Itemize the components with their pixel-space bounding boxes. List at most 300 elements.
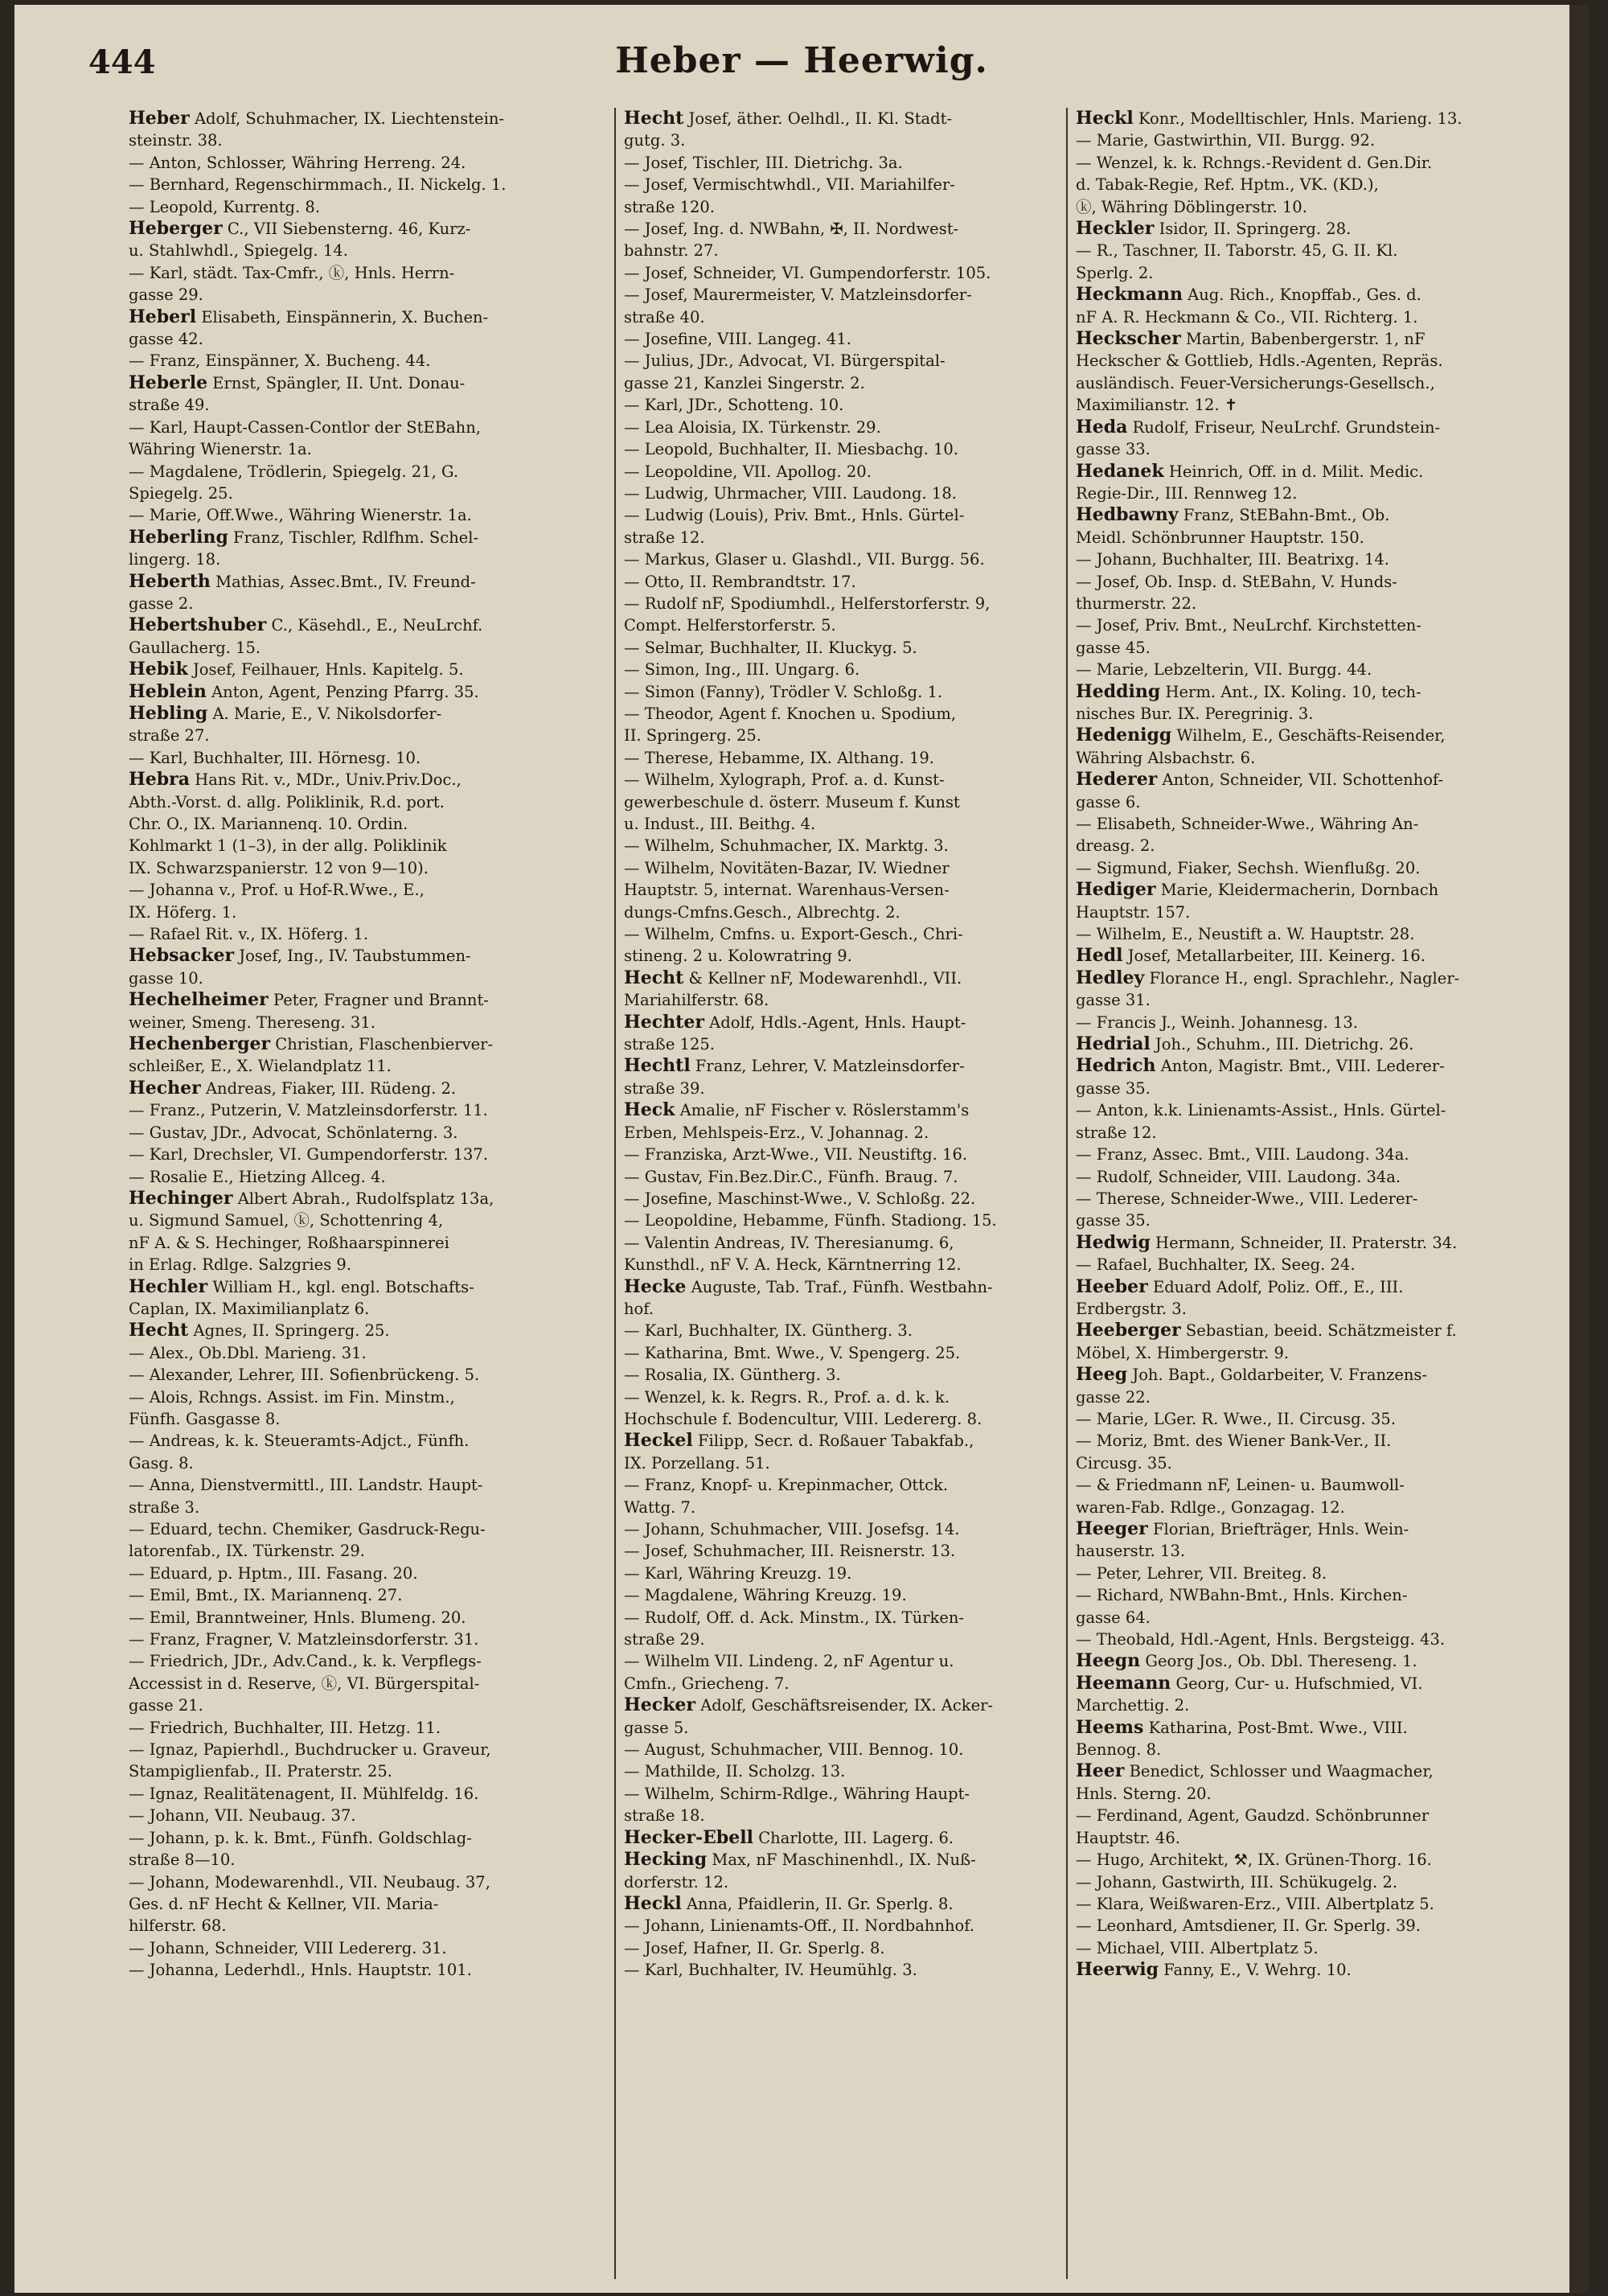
entry-text: Accessist in d. Reserve, ⓚ, VI. Bürgerspital- (129, 1674, 480, 1693)
entry-text: — Leopoldine, Hebamme, Fünfh. Stadiong. 15. (624, 1211, 997, 1230)
directory-entry (1076, 769, 1558, 791)
directory-entry (129, 417, 611, 438)
entry-text: Konr., Modelltischler, Hnls. Marieng. 13. (1133, 109, 1462, 128)
entry-text: Agnes, II. Springerg. 25. (188, 1321, 390, 1341)
entry-text: Joh. Bapt., Goldarbeiter, V. Franzens- (1127, 1366, 1428, 1385)
entry-text: Auguste, Tab. Traf., Fünfh. Westbahn- (686, 1277, 993, 1296)
directory-entry (624, 1871, 1106, 1893)
directory-entry (1076, 417, 1558, 438)
directory-entry (624, 1033, 1106, 1055)
directory-entry (624, 571, 1106, 593)
directory-entry (624, 1078, 1106, 1099)
entry-text: — Josef, Tischler, III. Dietrichg. 3a. (624, 153, 903, 172)
entry-surname: Heeber (1076, 1275, 1148, 1297)
directory-entry (129, 548, 611, 570)
entry-text: — Emil, Bmt., IX. Mariannenq. 27. (129, 1586, 403, 1605)
entry-text: Anna, Pfaidlerin, II. Gr. Sperlg. 8. (681, 1894, 954, 1913)
directory-entry (129, 461, 611, 483)
directory-entry (624, 1320, 1106, 1341)
entry-text: — Wilhelm, Cmfns. u. Export-Gesch., Chri- (624, 925, 963, 944)
column-divider (614, 108, 616, 2279)
directory-page (14, 5, 1589, 2293)
entry-surname: Hebsacker (129, 945, 235, 967)
entry-text: u. Stahlwhdl., Spiegelg. 14. (129, 241, 348, 261)
directory-entry (1076, 1430, 1558, 1452)
directory-entry (129, 571, 611, 593)
entry-text: Sperlg. 2. (1076, 263, 1154, 282)
entry-text: Franz, StEBahn-Bmt., Ob. (1178, 506, 1390, 525)
entry-text: Georg, Cur- u. Hufschmied, VI. (1171, 1674, 1423, 1693)
entry-text: — Wilhelm VII. Lindeng. 2, nF Agentur u. (624, 1652, 954, 1671)
entry-surname: Hecher (129, 1077, 201, 1099)
directory-entry (129, 1276, 611, 1298)
entry-text: straße 40. (624, 307, 705, 327)
entry-text: Marchettig. 2. (1076, 1696, 1190, 1715)
entry-text: Wattg. 7. (624, 1497, 696, 1517)
entry-surname: Hechenberger (129, 1033, 271, 1055)
directory-entry (129, 483, 611, 504)
directory-entry (624, 328, 1106, 350)
entry-text: — Johann, p. k. k. Bmt., Fünfh. Goldschlag- (129, 1828, 472, 1847)
entry-text: Caplan, IX. Maximilianplatz 6. (129, 1299, 370, 1318)
directory-entry (624, 438, 1106, 460)
entry-text: — Karl, städt. Tax-Cmfr., ⓚ, Hnls. Herrn- (129, 263, 455, 282)
directory-entry (1076, 129, 1558, 151)
directory-entry (129, 879, 611, 901)
entry-text: gasse 35. (1076, 1078, 1151, 1098)
entry-text: — Franz, Fragner, V. Matzleinsdorferstr. 31. (129, 1630, 479, 1649)
entry-text: — Johann, Schuhmacher, VIII. Josefsg. 14. (624, 1520, 960, 1538)
directory-entry (624, 372, 1106, 394)
entry-text: Regie-Dir., III. Rennweg 12. (1076, 483, 1298, 503)
directory-entry (624, 306, 1106, 328)
directory-entry (129, 328, 611, 350)
directory-entry (1076, 1122, 1558, 1144)
entry-text: — Josefine, Maschinst-Wwe., V. Schloßg. 22. (624, 1189, 976, 1208)
directory-entry (129, 1099, 611, 1121)
entry-text: II. Springerg. 25. (624, 726, 761, 745)
entry-text: Adolf, Geschäftsreisender, IX. Acker- (695, 1696, 994, 1715)
column-3 (1076, 108, 1558, 1982)
entry-text: C., Käsehdl., E., NeuLrchf. (266, 616, 483, 635)
directory-entry (624, 394, 1106, 416)
entry-text: bahnstr. 27. (624, 241, 719, 261)
entry-text: nF A. & S. Hechinger, Roßhaarspinnerei (129, 1233, 449, 1252)
entry-text: — Wilhelm, Schuhmacher, IX. Marktg. 3. (624, 836, 949, 856)
entry-text: — Alexander, Lehrer, III. Sofienbrückeng. 5. (129, 1366, 480, 1385)
entry-text: thurmerstr. 22. (1076, 594, 1197, 613)
directory-entry (624, 1937, 1106, 1959)
entry-text: — Magdalene, Trödlerin, Spiegelg. 21, G. (129, 462, 459, 481)
entry-text: — Eduard, techn. Chemiker, Gasdruck-Regu- (129, 1520, 486, 1538)
directory-entry (624, 108, 1106, 129)
entry-text: Circusg. 35. (1076, 1453, 1172, 1472)
entry-surname: Hedbawny (1076, 504, 1179, 526)
entry-text: Josef, Ing., IV. Taubstummen- (234, 947, 471, 966)
entry-text: gasse 5. (624, 1718, 689, 1737)
directory-entry (129, 372, 611, 394)
entry-text: C., VII Siebensterng. 46, Kurz- (222, 220, 471, 239)
directory-entry (129, 1320, 611, 1341)
entry-text: Josef, äther. Oelhdl., II. Kl. Stadt- (683, 109, 953, 128)
entry-text: — Josefine, VIII. Langeg. 41. (624, 330, 851, 349)
entry-text: — Josef, Vermischtwhdl., VII. Mariahilfer- (624, 175, 955, 195)
entry-text: — Karl, Buchhalter, IX. Güntherg. 3. (624, 1321, 913, 1341)
entry-text: Benedict, Schlosser und Waagmacher, (1124, 1762, 1434, 1781)
entry-text: — Marie, Off.Wwe., Währing Wienerstr. 1a. (129, 506, 472, 525)
directory-entry (129, 1650, 611, 1672)
directory-entry (1076, 394, 1558, 416)
directory-entry (129, 1430, 611, 1452)
directory-entry (624, 152, 1106, 174)
directory-entry (624, 527, 1106, 548)
entry-text: ⓚ, Währing Döblingerstr. 10. (1076, 197, 1307, 216)
directory-entry (129, 1188, 611, 1210)
entry-surname: Heda (1076, 416, 1128, 437)
directory-entry (624, 1188, 1106, 1210)
entry-text: — Franz, Einspänner, X. Bucheng. 44. (129, 351, 431, 371)
entry-text: Gaullacherg. 15. (129, 638, 261, 657)
entry-surname: Hediger (1076, 879, 1156, 901)
entry-surname: Heegn (1076, 1650, 1141, 1672)
entry-surname: Hechler (129, 1275, 208, 1297)
entry-text: — Sigmund, Fiaker, Sechsh. Wienflußg. 20. (1076, 858, 1421, 877)
directory-entry (1076, 1540, 1558, 1562)
entry-text: Elisabeth, Einspännerin, X. Buchen- (196, 307, 489, 327)
entry-text: Florance H., engl. Sprachlehr., Nagler- (1144, 968, 1460, 988)
directory-entry (129, 1760, 611, 1782)
entry-text: gasse 6. (1076, 792, 1141, 811)
directory-entry (1076, 1760, 1558, 1782)
directory-entry (624, 1607, 1106, 1629)
entry-text: — Valentin Andreas, IV. Theresianumg. 6, (624, 1233, 954, 1252)
directory-entry (129, 1518, 611, 1540)
directory-entry (129, 1607, 611, 1629)
entry-text: Cmfn., Griecheng. 7. (624, 1674, 790, 1693)
entry-text: — Rudolf, Off. d. Ack. Minstm., IX. Türken- (624, 1608, 965, 1627)
directory-entry (624, 769, 1106, 791)
entry-text: steinstr. 38. (129, 131, 223, 150)
entry-surname: Heer (1076, 1760, 1125, 1782)
directory-entry (1076, 152, 1558, 174)
entry-text: Marie, Kleidermacherin, Dornbach (1155, 881, 1439, 900)
directory-entry (129, 1474, 611, 1496)
entry-text: — Ludwig, Uhrmacher, VIII. Laudong. 18. (624, 483, 957, 503)
entry-text: Ges. d. nF Hecht & Kellner, VII. Maria- (129, 1894, 439, 1913)
directory-entry (1076, 614, 1558, 636)
directory-entry (624, 1584, 1106, 1606)
entry-text: Anton, Agent, Penzing Pfarrg. 35. (206, 682, 479, 701)
entry-text: — Rudolf, Schneider, VIII. Laudong. 34a. (1076, 1167, 1401, 1186)
directory-entry (624, 1673, 1106, 1694)
entry-text: — Katharina, Bmt. Wwe., V. Spengerg. 25. (624, 1343, 961, 1362)
entry-surname: Heeg (1076, 1364, 1128, 1386)
entry-text: gasse 21. (129, 1696, 203, 1715)
entry-surname: Heems (1076, 1716, 1144, 1738)
entry-text: Chr. O., IX. Mariannenq. 10. Ordin. (129, 815, 408, 833)
directory-entry (1076, 1342, 1558, 1364)
entry-text: — Peter, Lehrer, VII. Breiteg. 8. (1076, 1563, 1327, 1583)
directory-entry (1076, 1188, 1558, 1210)
entry-surname: Heeberger (1076, 1320, 1181, 1341)
entry-surname: Heck (624, 1099, 675, 1121)
directory-entry (624, 284, 1106, 306)
directory-entry (129, 350, 611, 372)
directory-entry (624, 1717, 1106, 1739)
entry-surname: Heckel (624, 1430, 693, 1452)
directory-entry (624, 417, 1106, 438)
directory-entry (1076, 1078, 1558, 1099)
entry-text: — Johanna, Lederhdl., Hnls. Hauptstr. 101. (129, 1961, 472, 1980)
entry-text: gasse 35. (1076, 1211, 1151, 1230)
entry-text: hof. (624, 1299, 654, 1318)
directory-entry (129, 438, 611, 460)
directory-entry (624, 967, 1106, 989)
directory-entry (1076, 262, 1558, 284)
directory-entry (129, 725, 611, 746)
directory-entry (1076, 218, 1558, 240)
directory-entry (1076, 1497, 1558, 1518)
entry-surname: Hecker-Ebell (624, 1826, 754, 1848)
entry-text: — Johanna v., Prof. u Hof-R.Wwe., E., (129, 881, 425, 900)
entry-surname: Hecke (624, 1275, 687, 1297)
entry-text: stineng. 2 u. Kolowratring 9. (624, 947, 852, 966)
directory-entry (624, 857, 1106, 879)
entry-surname: Hebik (129, 659, 188, 680)
directory-entry (1076, 461, 1558, 483)
entry-text: — Alois, Rchngs. Assist. im Fin. Minstm., (129, 1387, 455, 1407)
entry-text: dreasg. 2. (1076, 836, 1155, 856)
directory-entry (1076, 350, 1558, 372)
entry-text: — Rosalia, IX. Güntherg. 3. (624, 1366, 841, 1385)
directory-entry (624, 1166, 1106, 1188)
entry-text: — Franz, Assec. Bmt., VIII. Laudong. 34a. (1076, 1145, 1409, 1164)
entry-text: — Gustav, Fin.Bez.Dir.C., Fünfh. Braug. 7. (624, 1167, 958, 1186)
directory-entry (1076, 1012, 1558, 1033)
entry-text: — Anton, Schlosser, Währing Herreng. 24. (129, 153, 466, 172)
directory-entry (624, 835, 1106, 856)
directory-entry (624, 1805, 1106, 1826)
entry-text: — Ignaz, Realitätenagent, II. Mühlfeldg. 16. (129, 1784, 479, 1803)
entry-text: — Mathilde, II. Scholzg. 13. (624, 1762, 846, 1781)
entry-text: — Lea Aloisia, IX. Türkenstr. 29. (624, 417, 881, 437)
entry-text: Bennog. 8. (1076, 1740, 1162, 1760)
entry-text: Hauptstr. 5, internat. Warenhaus-Versen- (624, 881, 950, 900)
directory-entry (624, 1430, 1106, 1452)
entry-text: straße 12. (624, 528, 705, 547)
directory-entry (129, 614, 611, 636)
entry-text: straße 18. (624, 1806, 705, 1826)
directory-entry (624, 196, 1106, 218)
entry-text: — Andreas, k. k. Steueramts-Adjct., Fünfh. (129, 1431, 470, 1451)
entry-surname: Heberl (129, 306, 197, 327)
entry-text: straße 27. (129, 726, 210, 745)
entry-text: — Johann, VII. Neubaug. 37. (129, 1806, 356, 1826)
entry-text: — Anna, Dienstvermittl., III. Landstr. Haupt- (129, 1476, 483, 1495)
entry-text: u. Sigmund Samuel, ⓚ, Schottenring 4, (129, 1211, 444, 1230)
directory-entry (129, 1717, 611, 1739)
entry-surname: Heckl (624, 1892, 682, 1914)
directory-entry (129, 1033, 611, 1055)
entry-text: — Therese, Schneider-Wwe., VIII. Lederer- (1076, 1189, 1418, 1208)
directory-entry (129, 262, 611, 284)
directory-entry (1076, 637, 1558, 659)
entry-text: gasse 10. (129, 968, 203, 988)
entry-text: gasse 31. (1076, 991, 1151, 1010)
directory-entry (1076, 593, 1558, 614)
directory-entry (1076, 1320, 1558, 1341)
entry-surname: Heberling (129, 526, 228, 548)
directory-entry (129, 1166, 611, 1188)
directory-entry (1076, 1694, 1558, 1716)
entry-text: Christian, Flaschenbierver- (270, 1035, 494, 1054)
directory-entry (1076, 1849, 1558, 1871)
entry-surname: Hedl (1076, 945, 1123, 967)
entry-text: ausländisch. Feuer-Versicherungs-Gesellsch., (1076, 373, 1435, 392)
entry-surname: Heblein (129, 680, 207, 702)
directory-entry (129, 1893, 611, 1915)
directory-entry (1076, 1607, 1558, 1629)
entry-text: dorferstr. 12. (624, 1872, 729, 1891)
entry-text: Mathias, Assec.Bmt., IV. Freund- (210, 572, 476, 591)
entry-text: gasse 42. (129, 330, 203, 349)
entry-surname: Hecht (129, 1320, 189, 1341)
directory-entry (624, 791, 1106, 813)
entry-surname: Hebertshuber (129, 614, 267, 636)
entry-text: — Ludwig (Louis), Priv. Bmt., Hnls. Gürtel- (624, 506, 965, 525)
directory-entry (1076, 328, 1558, 350)
entry-text: — Wilhelm, Schirm-Rdlge., Währing Haupt- (624, 1784, 970, 1803)
entry-surname: Heberth (129, 570, 211, 592)
entry-text: Josef, Feilhauer, Hnls. Kapitelg. 5. (187, 660, 464, 680)
entry-surname: Heeger (1076, 1518, 1148, 1539)
entry-text: — Wenzel, k. k. Regrs. R., Prof. a. d. k. k. (624, 1387, 950, 1407)
directory-entry (624, 1254, 1106, 1275)
directory-entry (129, 1342, 611, 1364)
directory-entry (1076, 791, 1558, 813)
entry-surname: Hedley (1076, 967, 1145, 988)
directory-entry (1076, 240, 1558, 261)
entry-text: — Karl, Währing Kreuzg. 19. (624, 1563, 852, 1583)
directory-entry (624, 548, 1106, 570)
entry-text: nisches Bur. IX. Peregrinig. 3. (1076, 704, 1314, 723)
directory-entry (129, 196, 611, 218)
entry-text: — Leonhard, Amtsdiener, II. Gr. Sperlg. 39. (1076, 1916, 1421, 1936)
directory-entry (624, 614, 1106, 636)
entry-surname: Hecht (624, 967, 684, 988)
directory-entry (624, 659, 1106, 680)
entry-surname: Hedanek (1076, 460, 1164, 482)
entry-text: Währing Wienerstr. 1a. (129, 440, 312, 459)
entry-text: Möbel, X. Himbergerstr. 9. (1076, 1343, 1290, 1362)
entry-text: — R., Taschner, II. Taborstr. 45, G. II. Kl. (1076, 241, 1398, 261)
entry-surname: Heckscher (1076, 328, 1181, 350)
entry-text: — Julius, JDr., Advocat, VI. Bürgerspital- (624, 351, 946, 371)
directory-entry (129, 637, 611, 659)
entry-text: Kohlmarkt 1 (1–3), in der allg. Poliklinik (129, 836, 447, 856)
entry-text: waren-Fab. Rdlge., Gonzagag. 12. (1076, 1497, 1345, 1517)
directory-entry (129, 218, 611, 240)
entry-text: Adolf, Schuhmacher, IX. Liechtenstein- (189, 109, 504, 128)
entry-text: — Simon (Fanny), Trödler V. Schloßg. 1. (624, 682, 943, 701)
directory-entry (129, 284, 611, 306)
directory-entry (1076, 857, 1558, 879)
directory-entry (129, 1871, 611, 1893)
entry-text: Fanny, E., V. Wehrg. 10. (1159, 1961, 1352, 1980)
running-head-title: Heber — Heerwig. (615, 40, 988, 81)
entry-text: Filipp, Secr. d. Roßauer Tabakfab., (692, 1431, 974, 1451)
directory-entry (129, 1937, 611, 1959)
entry-text: — Josef, Schuhmacher, III. Reisnerstr. 13. (624, 1542, 956, 1561)
entry-surname: Heber (129, 108, 190, 129)
entry-surname: Hedenigg (1076, 725, 1172, 746)
directory-entry (624, 1827, 1106, 1849)
directory-entry (624, 1386, 1106, 1408)
directory-entry (129, 1849, 611, 1871)
entry-surname: Heemann (1076, 1672, 1171, 1694)
entry-text: Meidl. Schönbrunner Hauptstr. 150. (1076, 528, 1364, 547)
directory-entry (624, 725, 1106, 746)
directory-entry (624, 1452, 1106, 1474)
entry-text: IX. Porzellang. 51. (624, 1453, 770, 1472)
directory-entry (129, 1563, 611, 1584)
entry-text: gasse 21, Kanzlei Singerstr. 2. (624, 373, 865, 392)
directory-entry (129, 240, 611, 261)
entry-text: Ernst, Spängler, II. Unt. Donau- (207, 373, 466, 392)
directory-entry (1076, 1254, 1558, 1275)
entry-text: Joh., Schuhm., III. Dietrichg. 26. (1150, 1035, 1414, 1054)
entry-text: — Johann, Gastwirth, III. Schükugelg. 2. (1076, 1872, 1398, 1891)
directory-entry (1076, 747, 1558, 769)
entry-text: gasse 33. (1076, 440, 1151, 459)
directory-entry (1076, 813, 1558, 835)
directory-entry (1076, 902, 1558, 923)
entry-text: — Klara, Weißwaren-Erz., VIII. Albertplatz 5. (1076, 1894, 1434, 1913)
entry-text: — Marie, Gastwirthin, VII. Burgg. 92. (1076, 131, 1376, 150)
directory-entry (624, 350, 1106, 372)
entry-text: — Anton, k.k. Linienamts-Assist., Hnls. Gürtel- (1076, 1101, 1446, 1120)
directory-entry (129, 593, 611, 614)
directory-entry (624, 1474, 1106, 1496)
entry-text: IX. Schwarzspanierstr. 12 von 9—10). (129, 858, 429, 877)
directory-entry (624, 504, 1106, 526)
directory-entry (1076, 1033, 1558, 1055)
directory-entry (624, 681, 1106, 703)
directory-entry (129, 108, 611, 129)
entry-text: Katharina, Post-Bmt. Wwe., VIII. (1143, 1718, 1408, 1737)
directory-entry (1076, 1915, 1558, 1937)
directory-entry (129, 129, 611, 151)
entry-surname: Hechelheimer (129, 989, 269, 1011)
directory-entry (129, 1254, 611, 1275)
entry-text: — Karl, Buchhalter, IV. Heumühlg. 3. (624, 1961, 917, 1980)
entry-text: — Magdalene, Währing Kreuzg. 19. (624, 1586, 907, 1605)
entry-text: — Wilhelm, E., Neustift a. W. Hauptstr. 28. (1076, 925, 1415, 944)
entry-text: — Karl, Drechsler, VI. Gumpendorferstr. 137. (129, 1145, 489, 1164)
entry-text: lingerg. 18. (129, 550, 221, 569)
entry-text: — Rafael Rit. v., IX. Höferg. 1. (129, 925, 369, 944)
entry-text: straße 120. (624, 197, 715, 216)
directory-entry (624, 461, 1106, 483)
entry-text: straße 29. (624, 1630, 705, 1649)
entry-text: — Johann, Schneider, VIII Ledererg. 31. (129, 1938, 447, 1957)
entry-text: Albert Abrah., Rudolfsplatz 13a, (232, 1189, 494, 1208)
directory-entry (1076, 1959, 1558, 1981)
directory-entry (624, 1122, 1106, 1144)
directory-entry (624, 879, 1106, 901)
entry-text: — Josef, Priv. Bmt., NeuLrchf. Kirchstetten- (1076, 616, 1421, 635)
directory-entry (1076, 879, 1558, 901)
